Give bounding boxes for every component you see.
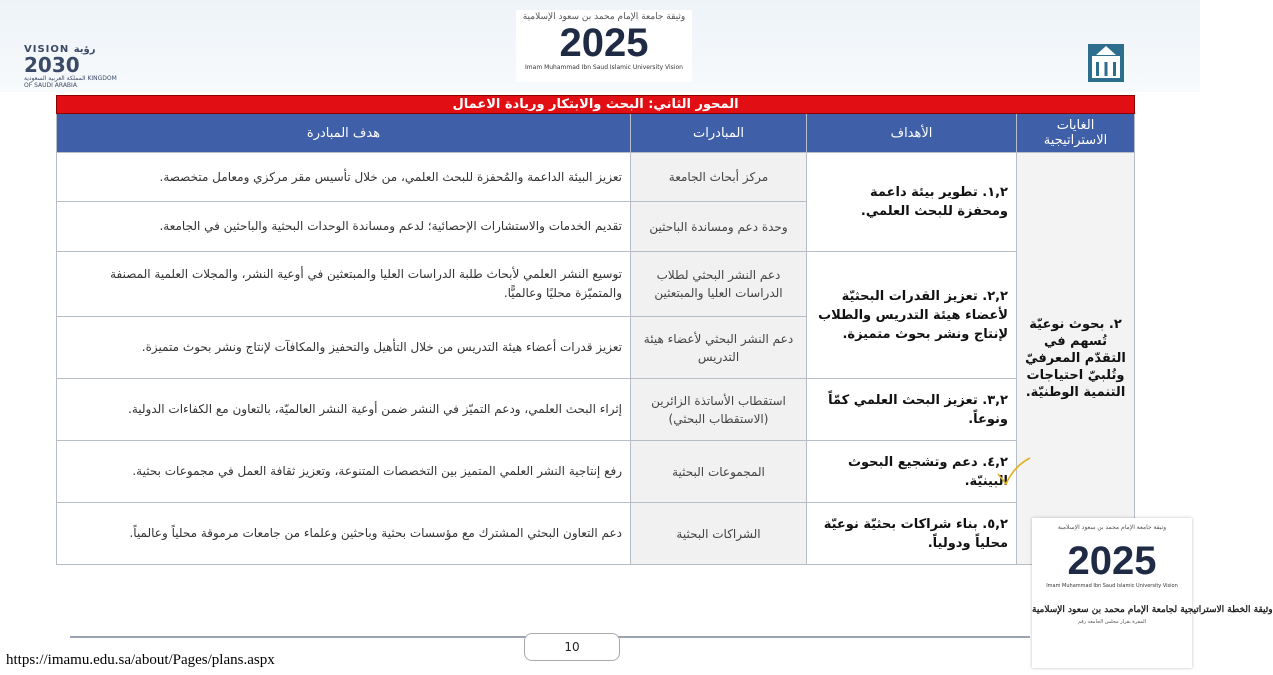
initiative: وحدة دعم ومساندة الباحثين [631,202,807,252]
vision-label: VISION رؤية [24,44,96,55]
objective: ٥,٢. بناء شراكات بحثيّة نوعيّة محلياً ودولياً. [807,503,1017,565]
logo-english-title: Imam Muhammad Ibn Saud Islamic University Vision [525,64,683,71]
objective: ٢,٢. تعزيز القدرات البحثيّة لأعضاء هيئة التدريس والطلاب لإنتاج ونشر بحوث متميزة. [807,252,1017,379]
objective: ١,٢. تطوير بيئة داعمة ومحفزة للبحث العلمي. [807,153,1017,252]
axis-title: المحور الثاني: البحث والابتكار وريادة الاعمال [57,96,1135,114]
table-row [57,441,1135,503]
strategic-plan-logo [1032,518,1273,668]
initiative: المجموعات البحثية [631,441,807,503]
logo-year: 2025 [559,21,649,65]
initiative-goal: إثراء البحث العلمي، ودعم التميّز في النشر ضمن أوعية النشر العالميّة، بالتعاون مع الكفاءات الدولية. [57,379,631,441]
table-row [57,379,1135,441]
column-goals: الغايات الاستراتيجية [1017,114,1135,153]
initiative-goal: تقديم الخدمات والاستشارات الإحصائية؛ لدعم ومساندة الوحدات البحثية والباحثين في الجامعة. [57,202,631,252]
university-emblem-icon [1086,42,1126,84]
plan-logo-arabic-top: وثيقة جامعة الإمام محمد بن سعود الإسلامية [1057,524,1167,531]
objective: ٤,٢. دعم وتشجيع البحوث البينيّة. [807,441,1017,503]
column-objectives: الأهداف [807,114,1017,153]
table-row [57,252,1135,317]
logo-arabic-title: وثيقة جامعة الإمام محمد بن سعود الإسلامية [522,12,686,22]
plan-logo-arabic-title: وثيقة الخطة الاستراتيجية لجامعة الإمام محمد بن سعود الإسلامية [1032,605,1273,615]
check-mark-icon [996,456,1032,486]
initiative-goal: توسيع النشر العلمي لأبحاث طلبة الدراسات العليا والمبتعثين في أوعية النشر، والمجلات العلمية المصنفة والمتميّزة محليًا وعالميًّا. [57,252,631,317]
vision-subtitle: المملكة العربية السعودية KINGDOM OF SAUDI ARABIA [24,75,117,89]
initiative-goal: رفع إنتاجية النشر العلمي المتميز بين التخصصات المتنوعة، وتعزيز ثقافة العمل في مجموعات بحثية. [57,441,631,503]
plan-logo-english: Imam Muhammad Ibn Saud Islamic University Vision [1046,583,1178,589]
column-initiative-goal: هدف المبادرة [57,114,631,153]
objective: ٣,٢. تعزيز البحث العلمي كمّاً ونوعاً. [807,379,1017,441]
plan-logo-year: 2025 [1067,539,1157,583]
table-row [57,503,1135,565]
table-row [57,153,1135,202]
column-initiatives: المبادرات [631,114,807,153]
university-vision-logo [516,10,692,82]
vision-year: 2030 [24,53,80,77]
initiative-goal: تعزيز قدرات أعضاء هيئة التدريس من خلال التأهيل والتحفيز والمكافآت لإنتاج ونشر بحوث متميزة. [57,317,631,379]
initiative: دعم النشر البحثي لطلاب الدراسات العليا والمبتعثين [631,252,807,317]
initiative: دعم النشر البحثي لأعضاء هيئة التدريس [631,317,807,379]
strategic-goal: ٢. بحوث نوعيّة تُسهم في التقدّم المعرفيّ وتُلبيّ احتياجات التنمية الوطنيّة. [1017,153,1135,565]
source-url[interactable]: https://imamu.edu.sa/about/Pages/plans.aspx [2,652,279,669]
initiative: الشراكات البحثية [631,503,807,565]
initiative: استقطاب الأساتذة الزائرين (الاستقطاب البحثي) [631,379,807,441]
strategy-table [56,95,1135,565]
initiative: مركز أبحاث الجامعة [631,153,807,202]
initiative-goal: دعم التعاون البحثي المشترك مع مؤسسات بحثية وباحثين وعلماء من جامعات مرموقة محلياً وعالمياً. [57,503,631,565]
plan-logo-arabic-sub: المقرة بقرار مجلس الجامعة رقم [1077,619,1147,625]
vision-2030-logo [24,44,124,89]
initiative-goal: تعزيز البيئة الداعمة والمُحفزة للبحث العلمي، من خلال تأسيس مقر مركزي ومعامل متخصصة. [57,153,631,202]
page-number: 10 [524,633,620,661]
